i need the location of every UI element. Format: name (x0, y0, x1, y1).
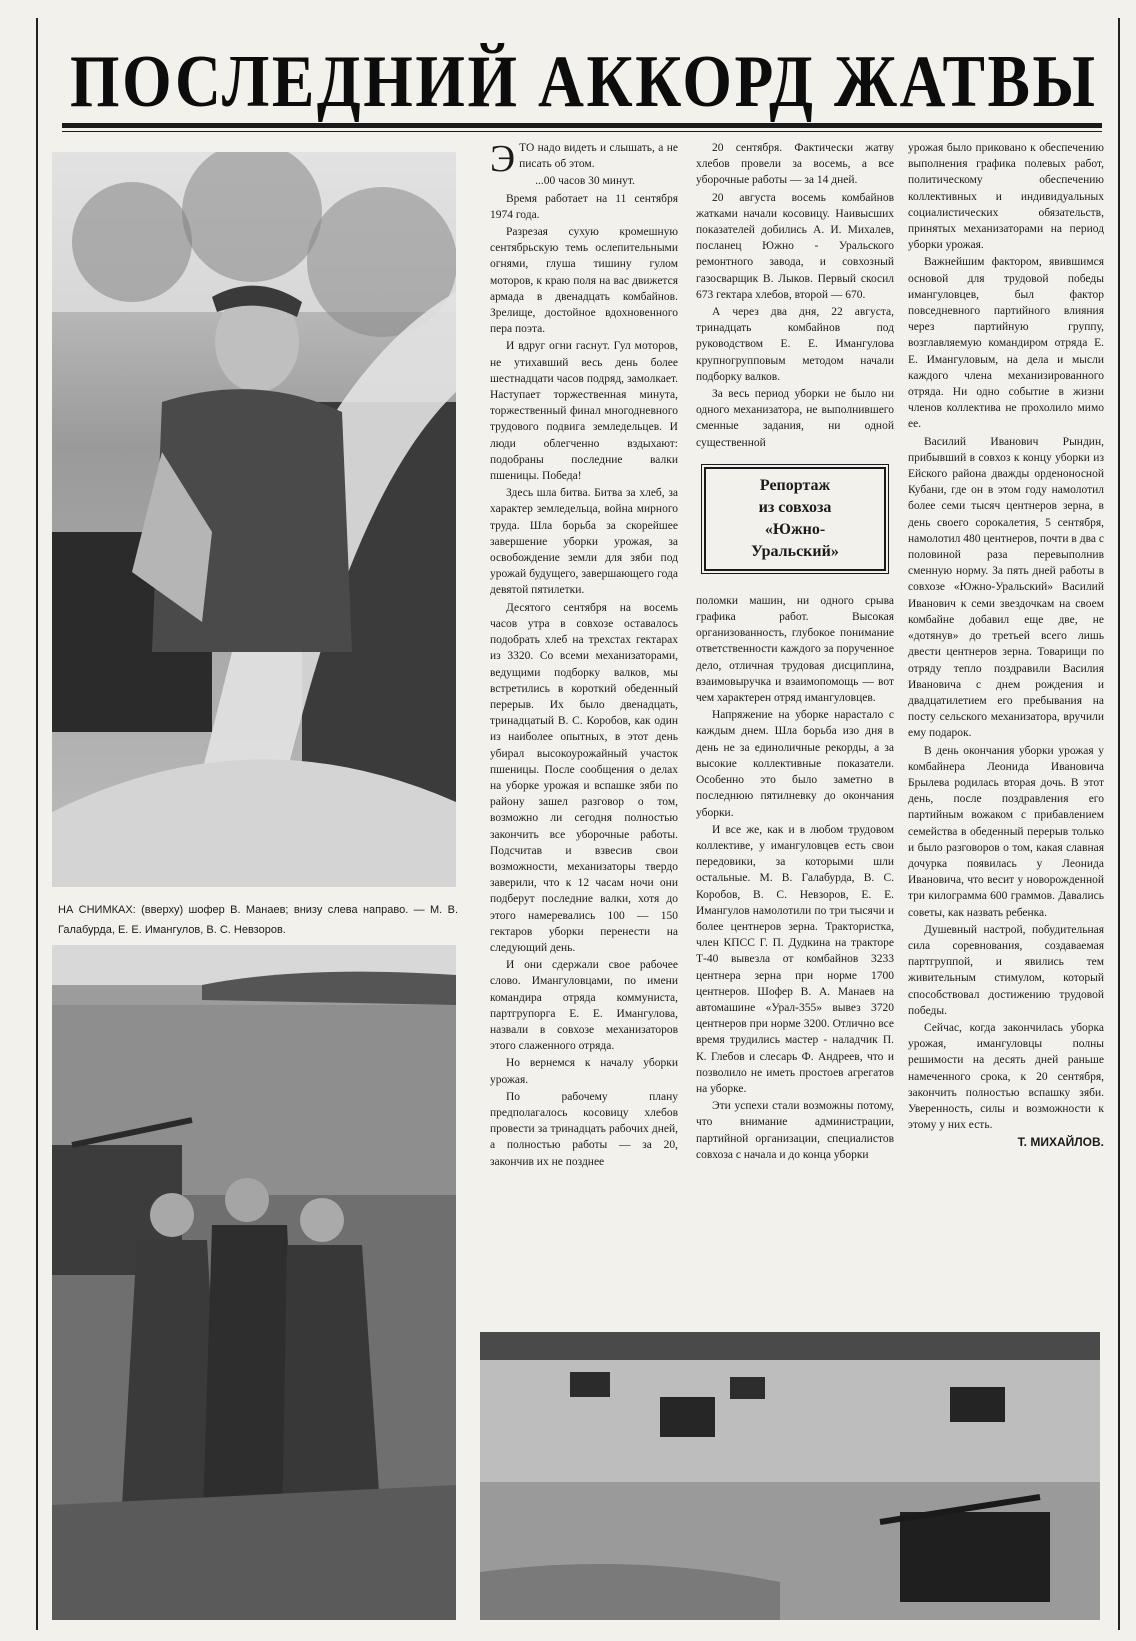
paragraph: В день окончания уборки урожая у комбайнера Леонида Ивановича Брылева родилась вторая дочь. В этот день, после поздравления его партийным вожаком с прибавлением семейства в обеденный перерыв только и было разговоров о том, какая славная дочурка появилась у Леонида Ивановича, что весит у новорожденной три килограмма 600 граммов. Давались советы, как назвать ребенка. (908, 744, 1104, 919)
photo-driver-graphic (52, 152, 456, 887)
paragraph: А через два дня, 22 августа, тринадцать комбайнов под руководством Е. Е. Имангулова крупногрупповым методом начали подборку валков. (696, 306, 894, 383)
paragraph: Но вернемся к началу уборки урожая. (490, 1057, 678, 1086)
paragraph: Напряжение на уборке нарастало с каждым днем. Шла борьба изо дня в день не за единоличные рекорды, а за высокие коллективные показатели. Особенно это было заметно в последнюю пятилневку до окончания уборки. (696, 709, 894, 819)
paragraph: Василий Иванович Рындин, прибывший в совхоз к концу уборки из Ейского района дважды орденоносной Кубани, где он в этом году намолотил более семи тысяч центнеров зерна, в день своего сорокалетия, 5 сентября, намолотил 480 центнеров, почти в два с половиной раза перевыполнив сменную норму. За пять дней работы в совхозе «Южно-Уральский» Василий Иванович к семи звездочкам на своем комбайне добавил еще две, не «дотянув» до третьей всего лишь двести центнеров зерна. Товарищи по отряду тепло поздравили Василия Ивановича с днем рождения и двадцатилетием его пребывания на посту сельского механизатора, вручили ему подарок. (908, 435, 1104, 740)
headline-rule-thick (62, 123, 1102, 128)
headline: ПОСЛЕДНИЙ АККОРД ЖАТВЫ (70, 41, 1098, 123)
article-column-2 (696, 140, 894, 1325)
paragraph: И все же, как и в любом трудовом коллективе, у имангуловцев есть свои передовики, за которыми шли остальные. М. В. Галабурда, В. С. Коробов, В. С. Невзоров, Е. Е. Имангулов намолотили по три тысячи и более центнеров зерна. Трактористка, член КПСС Г. П. Дудкина на тракторе Т-40 вывезла от комбайнов 3233 центнера зерна при норме 1700 центнеров. Шофер В. А. Манаев на автомашине «Урал-355» вывез 3720 центнеров при норме 3200. Отлично все время трудились мастер - наладчик П. К. Глебов и слесарь Ф. Андреев, что и позволило не иметь простоев агрегатов на уборке. (696, 823, 894, 1095)
photo-caption: НА СНИМКАХ: (вверху) шофер В. Манаев; внизу слева направо. — М. В. Галабурда, Е. Е. Имангулов, В. С. Невзоров. (58, 904, 458, 936)
paragraph: Разрезая сухую кромешную сентябрьскую темь ослепительными огнями, глуша тишину гулом моторов, к краю поля на вас движется армада в двенадцать комбайнов. Зрелище, достойное вдохновенного пера поэта. (490, 226, 678, 336)
author-signature: Т. МИХАЙЛОВ. (1017, 1135, 1104, 1150)
paragraph: поломки машин, ни одного срыва графика работ. Высокая организованность, глубокое понимание ответственности каждого за порученное дело, отличная трудовая дисциплина, взаимовыручка и взаимопомощь — вот чем характерен отряд имангуловцев. (696, 594, 894, 705)
paragraph: Десятого сентября на восемь часов утра в совхозе оставалось подобрать хлеб на трехстах гектарах из 3320. Со всеми механизаторами, ведущими подборку валков, мы встретились в короткий обеденный перерыв. Их было двенадцать, тринадцатый В. С. Коробов, как один из наиболее опытных, в этот день убирал высокоурожайный участок пшеницы. После сообщения о делах на уборке урожая и вспашке зяби по району зашел разговор о том, возможно ли сегодня полностью закончить все уборочные работы. Подсчитав и взвесив свои возможности, механизаторы твердо заверили, что к 12 часам ночи они подберут последние валки, хотя до этого намеревались 100 — 150 гектаров уборки перенести на следующий день. (490, 601, 678, 954)
report-box-line: «Южно- (764, 520, 826, 538)
paragraph: 20 августа восемь комбайнов жатками начали косовицу. Наивысших показателей добились А. И. Михалев, посланец Южно - Уральского ремонтного завода, и совхозный газосварщик В. Лыков. Первый скосил 673 гектара хлебов, второй — 670. (696, 191, 894, 301)
article-column-3 (908, 140, 1104, 1325)
photo-mechanizers (52, 945, 456, 1620)
photo-combines-field (480, 1332, 1100, 1620)
paragraph: Душевный настрой, побудительная сила соревнования, создаваемая партгруппой, и явились тем живительным стимулом, который способствовал достижению трудовой победы. (908, 923, 1104, 1017)
paragraph: урожая было приковано к обеспечению выполнения графика полевых работ, политическому обеспечению коллективных и индивидуальных социалистических обязательств, принятых механизаторами на период уборки урожая. (908, 142, 1104, 252)
paragraph: Важнейшим фактором, явившимся основой для трудовой победы имангуловцев, был фактор повседневного партийного влияния через партийную группу, возглавляемую командиром отряда Е. Е. Имангуловым, на дела и мысли каждого члена механизированного отряда. Ни одно событие в жизни членов коллектива не прохолило мимо ее. (908, 256, 1104, 431)
paragraph: И вдруг огни гаснут. Гул моторов, не утихавший весь день более шестнадцати часов подряд, замолкает. Наступает торжественная минута, торжественный финал многодневного трудового подвига земледельцев. И люди облегченно вздыхают: подобраны последние валки пшеницы. Победа! (490, 340, 678, 483)
paragraph: 20 сентября. Фактически жатву хлебов провели за восемь, а все уборочные работы — за 14 дней. (696, 142, 894, 187)
report-box-title (704, 467, 886, 571)
article-column-1 (490, 140, 678, 1325)
report-box-line: из совхоза (758, 498, 832, 516)
paragraph-text: ТО надо видеть и слышать, а не писать об этом. (519, 142, 678, 171)
headline-rule-thin (62, 131, 1102, 132)
paragraph: Сейчас, когда закончилась уборка урожая, имангуловцы полны решимости на десять дней раньше намеченного срока, к 20 сентября, закончить полностью вспашку зяби. Уверенность, силы и возможности к этому у них есть. (908, 1021, 1104, 1132)
photo-driver (52, 152, 456, 887)
paragraph: По рабочему плану предполагалось косовицу хлебов провести за тринадцать рабочих дней, а полностью работы — за 20, закончив их не позднее (490, 1090, 678, 1168)
report-box-line: Уральский» (751, 542, 839, 560)
paragraph: И они сдержали свое рабочее слово. Имангуловцами, по имени командира отряда коммуниста, партгрупорга Е. Е. Имангулова, назвали в совхозе механизаторов этого слаженного отряда. (490, 959, 678, 1053)
paragraph: ...00 часов 30 минут. (535, 175, 635, 188)
photo-combines-field-graphic (480, 1332, 1100, 1620)
report-box-line: Репортаж (759, 476, 831, 494)
drop-cap: Э (490, 140, 516, 180)
paragraph (490, 140, 678, 180)
paragraph: Здесь шла битва. Битва за хлеб, за характер земледельца, война мирного труда. Шла борьба за скорейшее завершение уборки урожая, за освобождение земли для зяби под урожай будущего, завершающего года девятой пятилетки. (490, 487, 678, 597)
paragraph: За весь период уборки не было ни одного механизатора, не выполнившего сменные задания, ни одной существенной (696, 388, 894, 449)
paragraph: Эти успехи стали возможны потому, что внимание администрации, партийной организации, специалистов совхоза с начала и до конца уборки (696, 1100, 894, 1161)
photo-mechanizers-graphic (52, 945, 456, 1620)
paragraph: Время работает на 11 сентября 1974 года. (490, 192, 678, 221)
